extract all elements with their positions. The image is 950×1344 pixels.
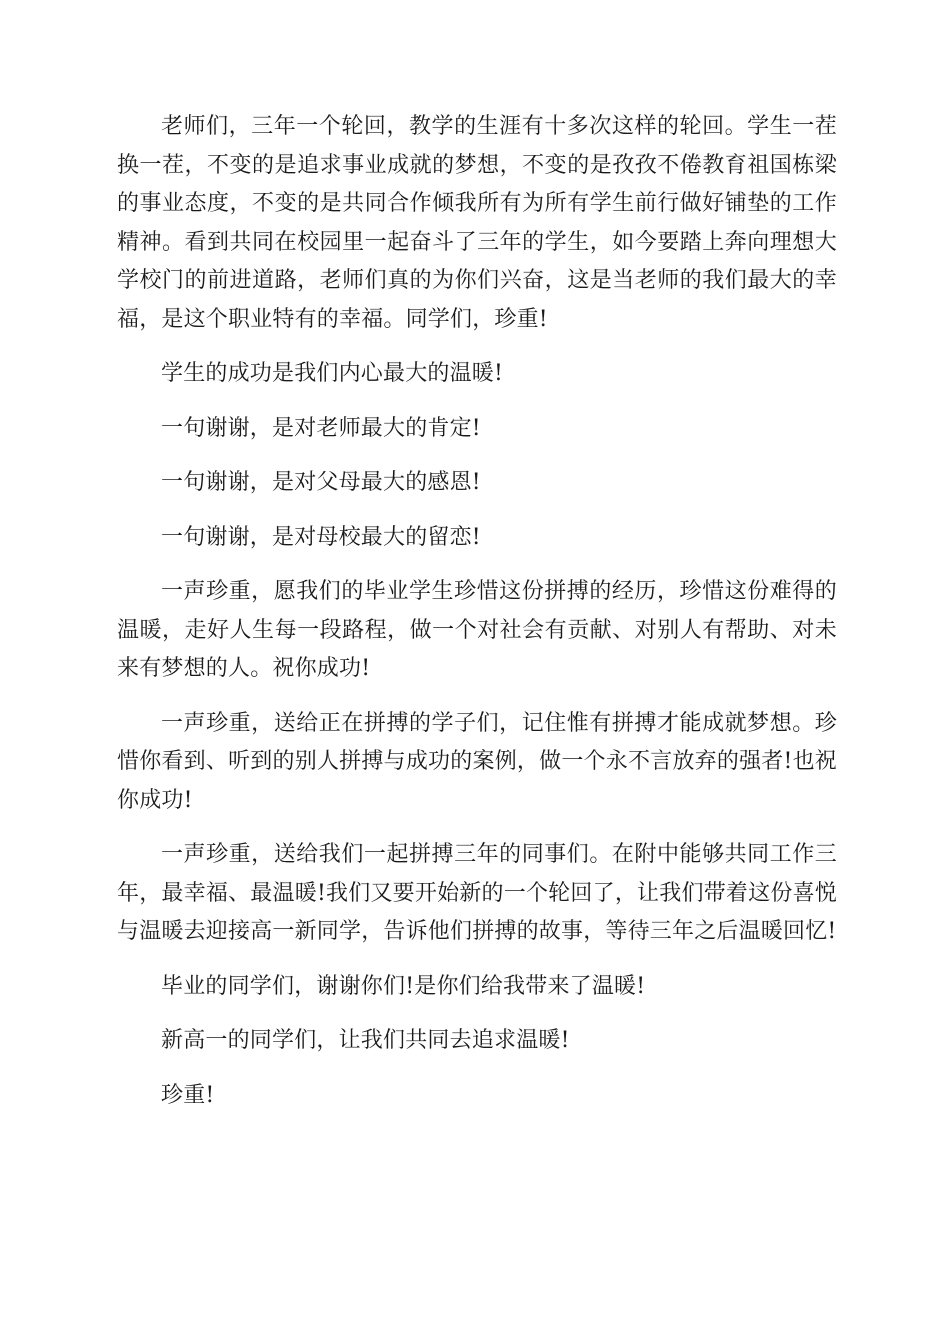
paragraph-1: 老师们，三年一个轮回，教学的生涯有十多次这样的轮回。学生一茬换一茬，不变的是追求事业成就的梦想，不变的是孜孜不倦教育祖国栋梁的事业态度，不变的是共同合作倾我所有为所有学生前行做好铺垫的工作精神。看到共同在校园里一起奋斗了三年的学生，如今要踏上奔向理想大学校门的前进道路，老师们真的为你们兴奋，这是当老师的我们最大的幸福，是这个职业特有的幸福。同学们，珍重! (117, 114, 837, 332)
paragraph-4: 一句谢谢，是对父母最大的感恩! (161, 470, 481, 495)
paragraph-10: 新高一的同学们，让我们共同去追求温暖! (161, 1028, 570, 1053)
document-body (117, 108, 837, 1131)
paragraph-5: 一句谢谢，是对母校最大的留恋! (161, 524, 481, 550)
paragraph-3: 一句谢谢，是对老师最大的肯定! (161, 415, 481, 441)
paragraph-6: 一声珍重，愿我们的毕业学生珍惜这份拼搏的经历，珍惜这份难得的温暖，走好人生每一段路程，做一个对社会有贡献、对别人有帮助、对未来有梦想的人。祝你成功! (117, 579, 837, 681)
paragraph-9: 毕业的同学们，谢谢你们!是你们给我带来了温暖! (161, 973, 646, 999)
paragraph-7: 一声珍重，送给正在拼搏的学子们，记住惟有拼搏才能成就梦想。珍惜你看到、听到的别人拼搏与成功的案例，做一个永不言放弃的强者!也祝你成功! (117, 710, 837, 813)
paragraph-11: 珍重! (161, 1082, 215, 1108)
paragraph-8: 一声珍重，送给我们一起拼搏三年的同事们。在附中能够共同工作三年，最幸福、最温暖!我们又要开始新的一个轮回了，让我们带着这份喜悦与温暖去迎接高一新同学，告诉他们拼搏的故事，等待三年之后温暖回忆! (117, 842, 837, 944)
paragraph-2: 学生的成功是我们内心最大的温暖! (161, 361, 504, 386)
